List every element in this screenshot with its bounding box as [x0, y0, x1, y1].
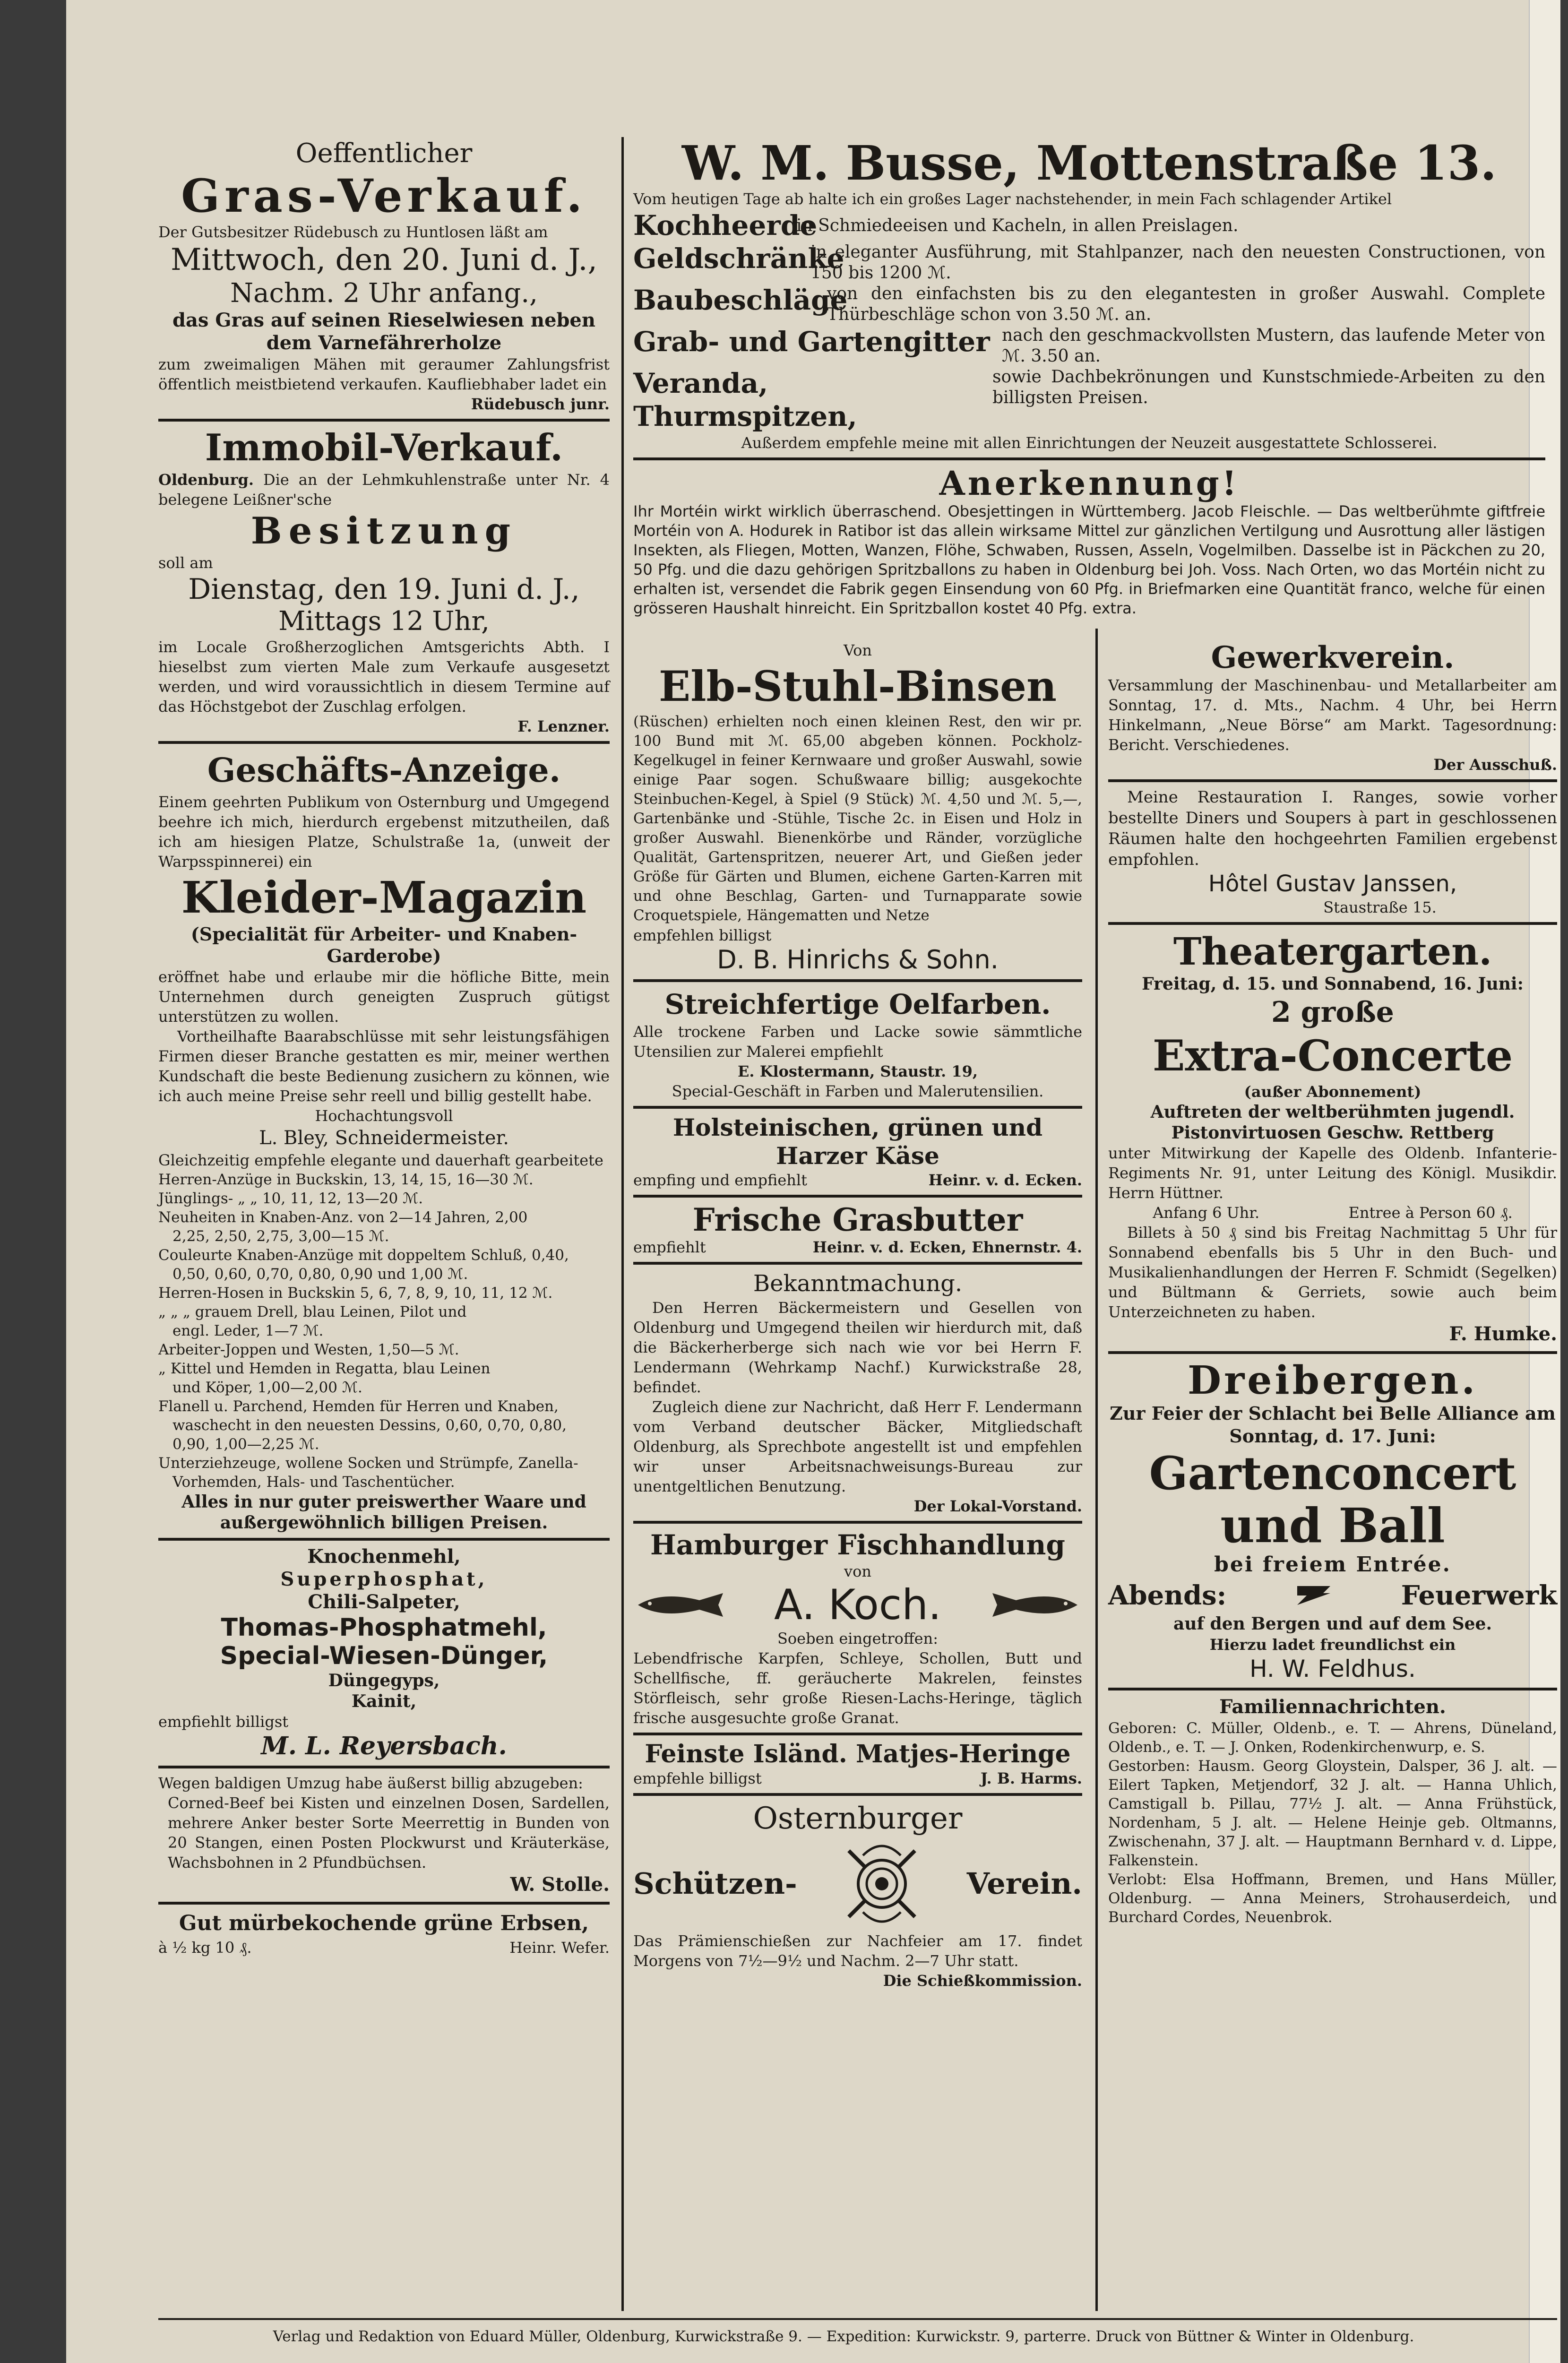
ad-title: W. M. Busse, Mottenstraße 13.: [681, 135, 1497, 191]
ad-title: Gewerkverein.: [1211, 640, 1455, 675]
ad-right: Verein.: [966, 1866, 1082, 1901]
ad-text: empfehlen billigst: [633, 926, 772, 944]
product-row: [633, 367, 1545, 433]
ad-title: Gras-Verkauf.: [181, 169, 587, 223]
ad-text: empfehle billigst: [633, 1769, 762, 1787]
ad-title: Frische Grasbutter: [692, 1201, 1023, 1238]
ad-binsen: [633, 640, 1082, 975]
column-middle: [633, 640, 1082, 1991]
ad-immobil-verkauf: [158, 426, 610, 736]
ad-oelfarben: [633, 987, 1082, 1101]
ad-erbsen: [158, 1909, 610, 1958]
product-label: Kochheerde: [633, 209, 818, 241]
price-line: und Köper, 1,00—2,00 ℳ.: [172, 1379, 362, 1396]
ad-text: Abends:: [1108, 1580, 1227, 1611]
product-text: nach den geschmackvollsten Mustern, das laufende Meter von ℳ. 3.50 an.: [1002, 326, 1545, 366]
ad-address: Staustraße 15.: [1323, 898, 1437, 916]
ad-text: 2 große: [1271, 996, 1394, 1029]
ad-dreibergen: [1108, 1359, 1557, 1683]
ad-bold: Auftreten der weltberühmten jugendl. Pistonvirtuosen Geschw. Rettberg: [1150, 1102, 1515, 1143]
divider: [158, 419, 610, 422]
ad-big: Kleider-Magazin: [181, 872, 587, 923]
ad-text: Soeben eingetroffen:: [777, 1630, 938, 1647]
price-line: Arbeiter-Joppen und Westen, 1,50—5 ℳ.: [158, 1341, 459, 1358]
ad-text: Der Gutsbesitzer Rüdebusch zu Huntlosen läßt am: [158, 223, 548, 241]
ad-text: à ½ kg 10 ₰.: [158, 1939, 252, 1957]
column-divider-left: [621, 137, 624, 2311]
ad-signature: E. Klostermann, Staustr. 19,: [738, 1062, 978, 1080]
ad-signature: Heinr. v. d. Ecken.: [928, 1171, 1082, 1189]
ad-text: unter Mitwirkung der Kapelle des Oldenb. Infanterie-Regiments Nr. 91, unter Leitung des Königl. Musikdir. Herrn Hüttner.: [1108, 1144, 1557, 1202]
ad-text: (Rüschen) erhielten noch einen kleinen Rest, den wir pr. 100 Bund mit ℳ. 65,00 abgeben können. Pockholz-Kegelkugel in feiner Kernwaare und großer Auswahl, sowie einige Paar sogen. Schußwaare billig; ausgekochte Steinbuchen-Kegel, à Spiel (9 Stück) ℳ. 4,50 und ℳ. 5,—, Gartenbänke und -Stühle, Tische 2c. in Eisen und Holz in großer Auswahl. Bienenkörbe und Ränder, vorzügliche Qualität, Gartenspritzen, neuerer Art, und Gießen jeder Größe für Gärten und Blumen, eichene Garten-Karren mit und ohne Beschlag, Garten- und Turnapparate sowie Croquetspiele, Hängematten und Netze: [633, 713, 1082, 924]
ad-text: Entree à Person 60 ₰.: [1348, 1204, 1513, 1222]
ad-signature: Der Ausschuß.: [1433, 756, 1557, 774]
ad-signature: Heinr. Wefer.: [509, 1939, 610, 1957]
ad-title: Familiennachrichten.: [1219, 1696, 1446, 1718]
ad-bekanntmachung: [633, 1269, 1082, 1516]
ad-signature: W. Stolle.: [510, 1873, 610, 1896]
ad-gewerkverein: [1108, 640, 1557, 775]
ad-text: Vom heutigen Tage ab halte ich ein großes Lager nachstehender, in mein Fach schlagender Artikel: [633, 190, 1392, 208]
ad-bold: das Gras auf seinen Rieselwiesen neben dem Varnefährerholze: [172, 309, 595, 354]
page-footer: Verlag und Redaktion von Eduard Müller, Oldenburg, Kurwickstraße 9. — Expedition: Kurwickstr. 9, parterre. Druck von Büttner & Winter in Oldenburg.: [273, 2328, 1414, 2345]
product-text: in Schmiedeeisen und Kacheln, in allen Preislagen.: [796, 216, 1239, 235]
ad-title: Holsteinischen, grünen und Harzer Käse: [672, 1113, 1043, 1170]
price-line: 0,50, 0,60, 0,70, 0,80, 0,90 und 1,00 ℳ.: [172, 1266, 468, 1283]
divider: [158, 741, 610, 744]
divider: [1108, 779, 1557, 782]
price-line: Flanell u. Parchend, Hemden für Herren und Knaben,: [158, 1398, 559, 1415]
ad-text: Versammlung der Maschinenbau- und Metallarbeiter am Sonntag, 17. d. Mts., Nachm. 4 Uhr, bei Herrn Hinkelmann, „Neue Börse“ am Markt. Tagesordnung: Bericht. Verschiedenes.: [1108, 676, 1557, 754]
ad-text: eröffnet habe und erlaube mir die höfliche Bitte, mein Unternehmen durch geneigten Zuspruch gütigst unterstützen zu wollen.: [158, 968, 610, 1026]
footer-rule: [158, 2318, 1557, 2320]
product-row: [633, 209, 1545, 242]
ad-text: bei freiem Entrée.: [1214, 1552, 1451, 1577]
ad-text: Alle trockene Farben und Lacke sowie sämmtliche Utensilien zur Malerei empfiehlt: [633, 1023, 1082, 1061]
column-left: [158, 137, 610, 1958]
ad-text: empfing und empfiehlt: [633, 1171, 807, 1189]
ad-pre: Von: [843, 641, 872, 659]
product-row: [633, 242, 1545, 284]
ad-date: Freitag, d. 15. und Sonnabend, 16. Juni:: [1142, 974, 1524, 994]
ad-text: zum zweimaligen Mähen mit geraumer Zahlungsfrist öffentlich meistbietend verkaufen. Kaufliebhaber ladet ein: [158, 355, 610, 393]
ad-text: im Locale Großherzoglichen Amtsgerichts Abth. I hieselbst zum vierten Male zum Verkaufe ausgesetzt werden, und wird voraussichtlich in diesem Termine auf das Höchstgebot der Zuschlag erfolgen.: [158, 638, 610, 716]
divider: [633, 979, 1082, 982]
ad-spec: (Specialität für Arbeiter- und Knaben-Garderobe): [190, 923, 577, 966]
ad-left: Schützen-: [633, 1866, 797, 1901]
divider: [633, 1195, 1082, 1198]
ad-theatergarten: [1108, 930, 1557, 1346]
ad-time: Mittags 12 Uhr,: [278, 606, 490, 637]
ad-text: (außer Abonnement): [1244, 1083, 1422, 1101]
column-divider-right: [1095, 629, 1098, 2311]
ad-text: Geboren: C. Müller, Oldenb., e. T. — Ahrens, Düneland, Oldenb., e. T. — J. Onken, Rodenkirchenwurp, e. S.: [1108, 1720, 1557, 1756]
divider: [158, 1902, 610, 1905]
product-row: [633, 325, 1545, 367]
ad-gras-verkauf: [158, 137, 610, 414]
product: Knochenmehl,: [307, 1545, 461, 1568]
ad-text: auf den Bergen und auf dem See.: [1173, 1614, 1492, 1634]
ad-text: Hochachtungsvoll: [315, 1107, 453, 1125]
product-label: Baubeschläge: [633, 284, 848, 316]
product: Kainit,: [351, 1691, 417, 1711]
ad-date: Dienstag, den 19. Juni d. J.,: [188, 573, 580, 606]
ad-text: Einem geehrten Publikum von Osternburg und Umgegend beehre ich mich, hierdurch ergebenst mitzutheilen, daß ich am hiesigen Platze, Schulstraße 1a, (unweit der Warpsspinnerei) ein: [158, 793, 610, 871]
product: Chili-Salpeter,: [308, 1591, 460, 1613]
target-emblem-icon: [835, 1837, 929, 1931]
ad-text: empfiehlt: [633, 1238, 706, 1256]
ad-line: Oeffentlicher: [295, 138, 473, 169]
ad-text: Außerdem empfehle meine mit allen Einrichtungen der Neuzeit ausgestattete Schlosserei.: [741, 434, 1438, 452]
price-line: Herren-Anzüge in Buckskin, 13, 14, 15, 16—30 ℳ.: [158, 1171, 534, 1188]
ad-signature: H. W. Feldhus.: [1249, 1655, 1416, 1682]
ad-anerkennung: [633, 465, 1545, 618]
rocket-icon: [1295, 1581, 1333, 1610]
product-label: Geldschränke: [633, 242, 844, 275]
ad-name: Hôtel Gustav Janssen,: [1208, 871, 1457, 897]
product: Superphosphat,: [280, 1568, 488, 1590]
ad-time: Nachm. 2 Uhr anfang.,: [230, 278, 538, 309]
ad-text: Wegen baldigen Umzug habe äußerst billig abzugeben:: [158, 1774, 583, 1792]
ad-title: Geschäfts-Anzeige.: [207, 750, 561, 790]
ad-text: empfiehlt billigst: [158, 1713, 289, 1731]
ad-bold: Alles in nur guter preiswerther Waare und außergewöhnlich billigen Preisen.: [181, 1492, 586, 1533]
ad-text: Billets à 50 ₰ sind bis Freitag Nachmittag 5 Uhr für Sonnabend ebenfalls bis 5 Uhr in den Buch- und Musikalienhandlungen der Herren F. Schmidt (Segelken) und Bültmann & Gerriets, sowie auch beim Unterzeichneten zu haben.: [1108, 1224, 1557, 1321]
product: Thomas-Phosphatmehl,: [221, 1613, 547, 1642]
divider: [633, 457, 1545, 460]
ad-duenger: [158, 1545, 610, 1761]
price-line: engl. Leder, 1—7 ℳ.: [172, 1322, 324, 1339]
ad-signature: J. B. Harms.: [980, 1769, 1082, 1787]
ad-signature: Heinr. v. d. Ecken, Ehnernstr. 4.: [812, 1238, 1082, 1256]
ad-date: Mittwoch, den 20. Juni d. J.,: [171, 242, 597, 277]
product: Special-Wiesen-Dünger,: [220, 1642, 548, 1670]
ad-text: Den Herren Bäckermeistern und Gesellen von Oldenburg und Umgegend theilen wir hierdurch mit, daß die Bäckerherberge sich nach wie vor bei Herrn F. Lendermann (Wehrkamp Nachf.) Kurwickstraße 28, befindet.: [633, 1299, 1082, 1396]
ad-grasbutter: [633, 1202, 1082, 1257]
price-line: Herren-Hosen in Buckskin 5, 6, 7, 8, 9, 10, 11, 12 ℳ.: [158, 1285, 553, 1302]
ad-title: Elb-Stuhl-Binsen: [659, 662, 1057, 711]
ad-big: Gartenconcert: [1149, 1447, 1516, 1500]
ad-text: Corned-Beef bei Kisten und einzelnen Dosen, Sardellen, mehrere Anker bester Sorte Meerrettig in Bunden von 20 Stangen, einen Posten Plockwurst und Kräuterkäse, Wachsbohnen in 2 Pfundbüchsen.: [168, 1794, 610, 1871]
ad-fischhandlung: [633, 1528, 1082, 1728]
ad-hotel-janssen: [1108, 787, 1557, 917]
divider: [633, 1733, 1082, 1735]
ad-geschaefts-anzeige: [158, 749, 610, 1533]
ad-text: Die an der Lehmkuhlenstraße unter Nr. 4 belegene Leißner'sche: [158, 471, 610, 509]
ad-title: Streichfertige Oelfarben.: [664, 988, 1051, 1020]
ad-stolle: [158, 1773, 610, 1897]
divider: [1108, 1351, 1557, 1354]
ad-place: Oldenburg.: [158, 471, 254, 489]
product-text: sowie Dachbekrönungen und Kunstschmiede-Arbeiten zu den billigsten Preisen.: [992, 367, 1545, 407]
ad-text: Special-Geschäft in Farben und Malerutensilien.: [672, 1082, 1044, 1100]
fish-icon: [983, 1588, 1082, 1621]
product-text: von den einfachsten bis zu den elegantesten in großer Auswahl. Complete Thürbeschläge schon von 3.50 ℳ. an.: [827, 284, 1545, 324]
ad-text: Gestorben: Hausm. Georg Gloystein, Dalsper, 36 J. alt. — Eilert Tapken, Metjendorf, 32 J. alt. — Hanna Uhlich, Camstigall b. Pillau, 77½ J. alt. — Anna Frühstück, Nordenham, 5 J. alt. — Helene Heinje geb. Oltmanns, Zwischenahn, 37 J. alt. — Hauptmann Bernhard v. d. Lippe, Falkenstein.: [1108, 1758, 1557, 1869]
ad-big: Extra-Concerte: [1152, 1031, 1513, 1081]
ad-bold: Zur Feier der Schlacht bei Belle Alliance am Sonntag, d. 17. Juni:: [1110, 1403, 1556, 1447]
ad-big: Besitzung: [250, 509, 517, 552]
ad-name: A. Koch.: [774, 1580, 941, 1629]
price-line: Couleurte Knaben-Anzüge mit doppeltem Schluß, 0,40,: [158, 1247, 569, 1264]
ad-text: Vortheilhafte Baarabschlüsse mit sehr leistungsfähigen Firmen dieser Branche gestatten es mir, meiner werthen Kundschaft die beste Bedienung zusichern zu können, wie ich auch meine Preise sehr reell und billig gestellt habe.: [158, 1027, 610, 1105]
price-line: Vorhemden, Hals- und Taschentücher.: [172, 1474, 455, 1491]
ad-kaese: [633, 1113, 1082, 1190]
ad-signature: F. Lenzner.: [517, 717, 610, 735]
ad-text: von: [844, 1562, 871, 1580]
price-line: „ „ „ grauem Drell, blau Leinen, Pilot und: [158, 1303, 467, 1320]
ad-text: Meine Restauration I. Ranges, sowie vorher bestellte Diners und Soupers à part in geschlossenen Räumen halte den hochgeehrten Familien ergebenst empfohlen.: [1108, 788, 1557, 869]
divider: [1108, 922, 1557, 925]
product-text: in eleganter Ausführung, mit Stahlpanzer, nach den neuesten Constructionen, von 150 bis 1200 ℳ.: [810, 242, 1545, 283]
product: Düngegyps,: [328, 1671, 440, 1690]
ad-title: Hamburger Fischhandlung: [650, 1529, 1065, 1561]
ad-signature: Rüdebusch junr.: [471, 395, 610, 413]
ad-familiennachrichten: [1108, 1695, 1557, 1927]
ad-signature: F. Humke.: [1449, 1323, 1557, 1345]
ad-text: Lebendfrische Karpfen, Schleye, Schollen, Butt und Schellfische, ff. geräucherte Makrelen, feinstes Störfleisch, sehr große Riesen-Lachs-Heringe, täglich frische ausgesuchte große Granat.: [633, 1649, 1082, 1727]
ad-signature: Der Lokal-Vorstand.: [913, 1497, 1082, 1515]
ad-signature: D. B. Hinrichs & Sohn.: [717, 945, 999, 975]
ad-text: Anfang 6 Uhr.: [1153, 1204, 1260, 1222]
ad-title: Gut mürbekochende grüne Erbsen,: [179, 1911, 589, 1935]
ad-text: Verlobt: Elsa Hoffmann, Bremen, und Hans Müller, Oldenburg. — Anna Meiners, Strohauserdeich, und Burchard Cordes, Neuenbrok.: [1108, 1871, 1557, 1926]
price-line: Jünglings- „ „ 10, 11, 12, 13—20 ℳ.: [158, 1190, 423, 1207]
price-line: Neuheiten in Knaben-Anz. von 2—14 Jahren, 2,00: [158, 1209, 528, 1226]
ad-big: und Ball: [1220, 1498, 1445, 1553]
ad-title: Immobil-Verkauf.: [205, 426, 563, 469]
fish-icon: [633, 1588, 732, 1621]
column-right-top: [633, 137, 1545, 618]
ad-text: Hierzu ladet freundlichst ein: [1209, 1636, 1456, 1654]
divider: [158, 1538, 610, 1541]
ad-text: Gleichzeitig empfehle elegante und dauerhaft gearbeitete: [158, 1151, 603, 1169]
divider: [158, 1766, 610, 1768]
divider: [633, 1793, 1082, 1796]
ad-signature: Die Schießkommission.: [883, 1972, 1082, 1990]
ad-matjes: [633, 1740, 1082, 1788]
column-right: [1108, 640, 1557, 1927]
ad-title: Dreibergen.: [1187, 1358, 1478, 1403]
ad-signature: M. L. Reyersbach.: [261, 1732, 507, 1760]
ad-schuetzenverein: [633, 1801, 1082, 1991]
ad-busse: [633, 137, 1545, 453]
price-line: 0,90, 1,00—2,25 ℳ.: [172, 1436, 319, 1453]
ad-signature: L. Bley, Schneidermeister.: [259, 1127, 509, 1149]
price-line: 2,25, 2,50, 2,75, 3,00—15 ℳ.: [172, 1228, 389, 1245]
ad-title: Theatergarten.: [1173, 929, 1492, 974]
ad-title: Feinste Isländ. Matjes-Heringe: [645, 1740, 1071, 1768]
product-row: [633, 284, 1545, 325]
ad-title: Osternburger: [753, 1801, 963, 1836]
price-line: Unterziehzeuge, wollene Socken und Strümpfe, Zanella-: [158, 1455, 578, 1472]
ad-text: soll am: [158, 554, 213, 572]
ad-text: Das Prämienschießen zur Nachfeier am 17. findet Morgens von 7½—9½ und Nachm. 2—7 Uhr statt.: [633, 1932, 1082, 1970]
ad-text: Feuerwerk: [1401, 1580, 1557, 1611]
product-label: Grab- und Gartengitter: [633, 326, 990, 358]
ad-text: Ihr Mortéin wirkt wirklich überraschend. Obesjettingen in Württemberg. Jacob Fleischle. — Das weltberühmte giftfreie Mortéin von A. Hodurek in Ratibor ist das allein wirksame Mittel zur gänzlichen Vertilgung und Ausrottung aller lästigen Insekten, als Fliegen, Motten, Wanzen, Flöhe, Schwaben, Russen, Asseln, Vogelmilben. Dasselbe ist in Päckchen zu 20, 50 Pfg. und die dazu gehörigen Spritzballons zu haben in Oldenburg bei Joh. Voss. Nach Orten, wo das Mortéin nicht zu erhalten ist, versendet die Fabrik gegen Einsendung von 60 Pfg. in Briefmarken eine Quantität franco, welche für einen grösseren Haushalt hinreicht. Ein Spritzballon kostet 40 Pfg. extra.: [633, 502, 1545, 617]
divider: [633, 1106, 1082, 1109]
divider: [1108, 1688, 1557, 1690]
price-line: „ Kittel und Hemden in Regatta, blau Leinen: [158, 1360, 491, 1377]
ad-title: Bekanntmachung.: [753, 1270, 963, 1297]
divider: [633, 1262, 1082, 1265]
ad-text: Zugleich diene zur Nachricht, daß Herr F. Lendermann vom Verband deutscher Bäcker, Mitgliedschaft Oldenburg, als Sprechbote angestellt ist und empfehlen wir unser Arbeitsnachweisungs-Bureau zur unentgeltlichen Benutzung.: [633, 1398, 1082, 1495]
ad-title: Anerkennung!: [939, 464, 1240, 503]
price-line: waschecht in den neuesten Dessins, 0,60, 0,70, 0,80,: [172, 1417, 567, 1434]
product-label: Veranda, Thurmspitzen,: [633, 367, 857, 432]
divider: [633, 1521, 1082, 1524]
